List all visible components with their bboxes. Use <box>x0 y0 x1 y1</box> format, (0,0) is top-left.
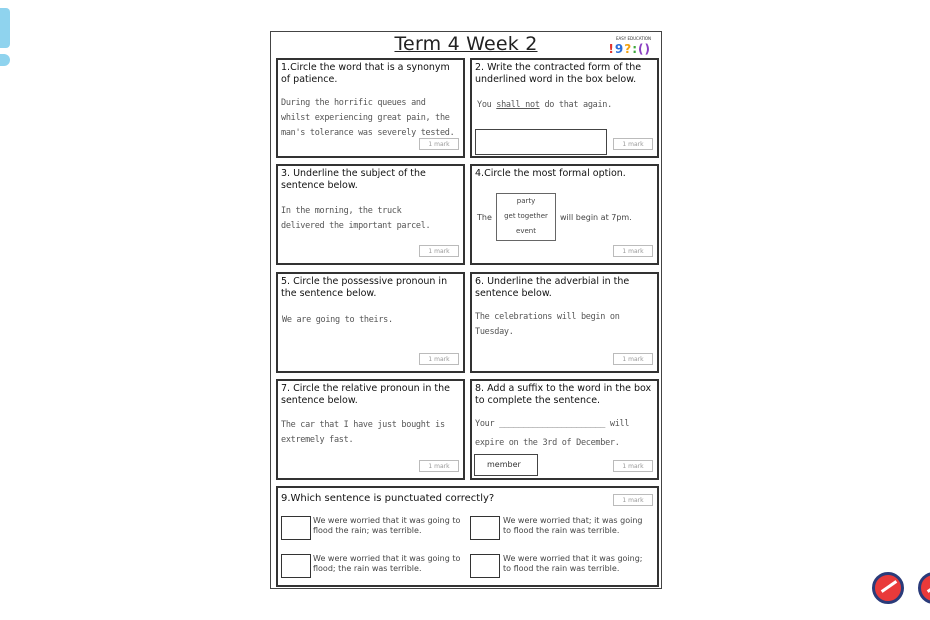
option-party[interactable]: party <box>516 197 536 205</box>
option-2: We were worried that; it was going to flood the rain was terrible. <box>503 516 643 535</box>
question-8 <box>470 379 659 480</box>
mark-box: 1 mark <box>613 353 653 365</box>
question-text[interactable]: We are going to theirs. <box>282 315 393 325</box>
mark-box: 1 mark <box>613 494 653 506</box>
option-1: We were worried that it was going to flood the rain; was terrible. <box>313 516 461 535</box>
question-2 <box>470 58 659 158</box>
question-text: You shall not do that again. <box>477 100 612 110</box>
option-4: We were worried that it was going; to flood the rain was terrible. <box>503 554 643 573</box>
exclamation-decoration <box>0 8 16 64</box>
question-9 <box>276 486 659 587</box>
answer-checkbox[interactable] <box>281 554 311 578</box>
question-prompt: 3. Underline the subject of the sentence below. <box>281 168 426 191</box>
question-line-1[interactable]: Your ______________________ will <box>475 419 630 429</box>
worksheet <box>270 31 662 589</box>
question-4 <box>470 164 659 265</box>
mark-box: 1 mark <box>613 460 653 472</box>
question-line-2: expire on the 3rd of December. <box>475 438 620 448</box>
question-prompt: 7. Circle the relative pronoun in the sentence below. <box>281 383 450 406</box>
option-3: We were worried that it was going to flood; the rain was terrible. <box>313 554 461 573</box>
question-text[interactable]: In the morning, the truck delivered the important parcel. <box>281 206 431 231</box>
sentence-end: will begin at 7pm. <box>560 213 632 222</box>
question-prompt: 6. Underline the adverbial in the sentence below. <box>475 276 630 299</box>
mark-box: 1 mark <box>613 138 653 150</box>
option-get-together[interactable]: get together <box>504 212 548 220</box>
easy-education-logo: EASY EDUCATION !9?:() <box>608 36 651 56</box>
question-1 <box>276 58 465 158</box>
question-prompt: 2. Write the contracted form of the underlined word in the box below. <box>475 62 642 85</box>
mark-box: 1 mark <box>613 245 653 257</box>
sentence-start: The <box>477 213 492 222</box>
question-3 <box>276 164 465 265</box>
question-text[interactable]: The car that I have just bought is extremely fast. <box>281 420 445 445</box>
mark-box: 1 mark <box>419 353 459 365</box>
question-5 <box>276 272 465 373</box>
question-7 <box>276 379 465 480</box>
answer-checkbox[interactable] <box>470 516 500 540</box>
formal-options <box>496 193 556 241</box>
red-circle-icon <box>872 572 904 604</box>
answer-checkbox[interactable] <box>281 516 311 540</box>
mark-box: 1 mark <box>419 245 459 257</box>
question-6 <box>470 272 659 373</box>
question-prompt: 1.Circle the word that is a synonym of patience. <box>281 62 450 85</box>
answer-box[interactable] <box>475 129 607 155</box>
question-prompt: 9.Which sentence is punctuated correctly? <box>281 493 495 504</box>
question-prompt: 8. Add a suffix to the word in the box to complete the sentence. <box>475 383 652 406</box>
mark-box: 1 mark <box>419 138 459 150</box>
answer-checkbox[interactable] <box>470 554 500 578</box>
question-text[interactable]: During the horrific queues and whilst experiencing great pain, the man's tolerance was severely tested. <box>281 98 455 138</box>
mark-box: 1 mark <box>419 460 459 472</box>
question-prompt: 5. Circle the possessive pronoun in the sentence below. <box>281 276 448 299</box>
word-box: member <box>474 454 538 476</box>
question-prompt: 4.Circle the most formal option. <box>475 168 626 179</box>
underlined-word: shall not <box>496 100 540 110</box>
page-title: Term 4 Week 2 <box>394 33 538 55</box>
option-event[interactable]: event <box>516 227 536 235</box>
question-text[interactable]: The celebrations will begin on Tuesday. <box>475 312 620 337</box>
red-circle-icon <box>918 572 930 604</box>
